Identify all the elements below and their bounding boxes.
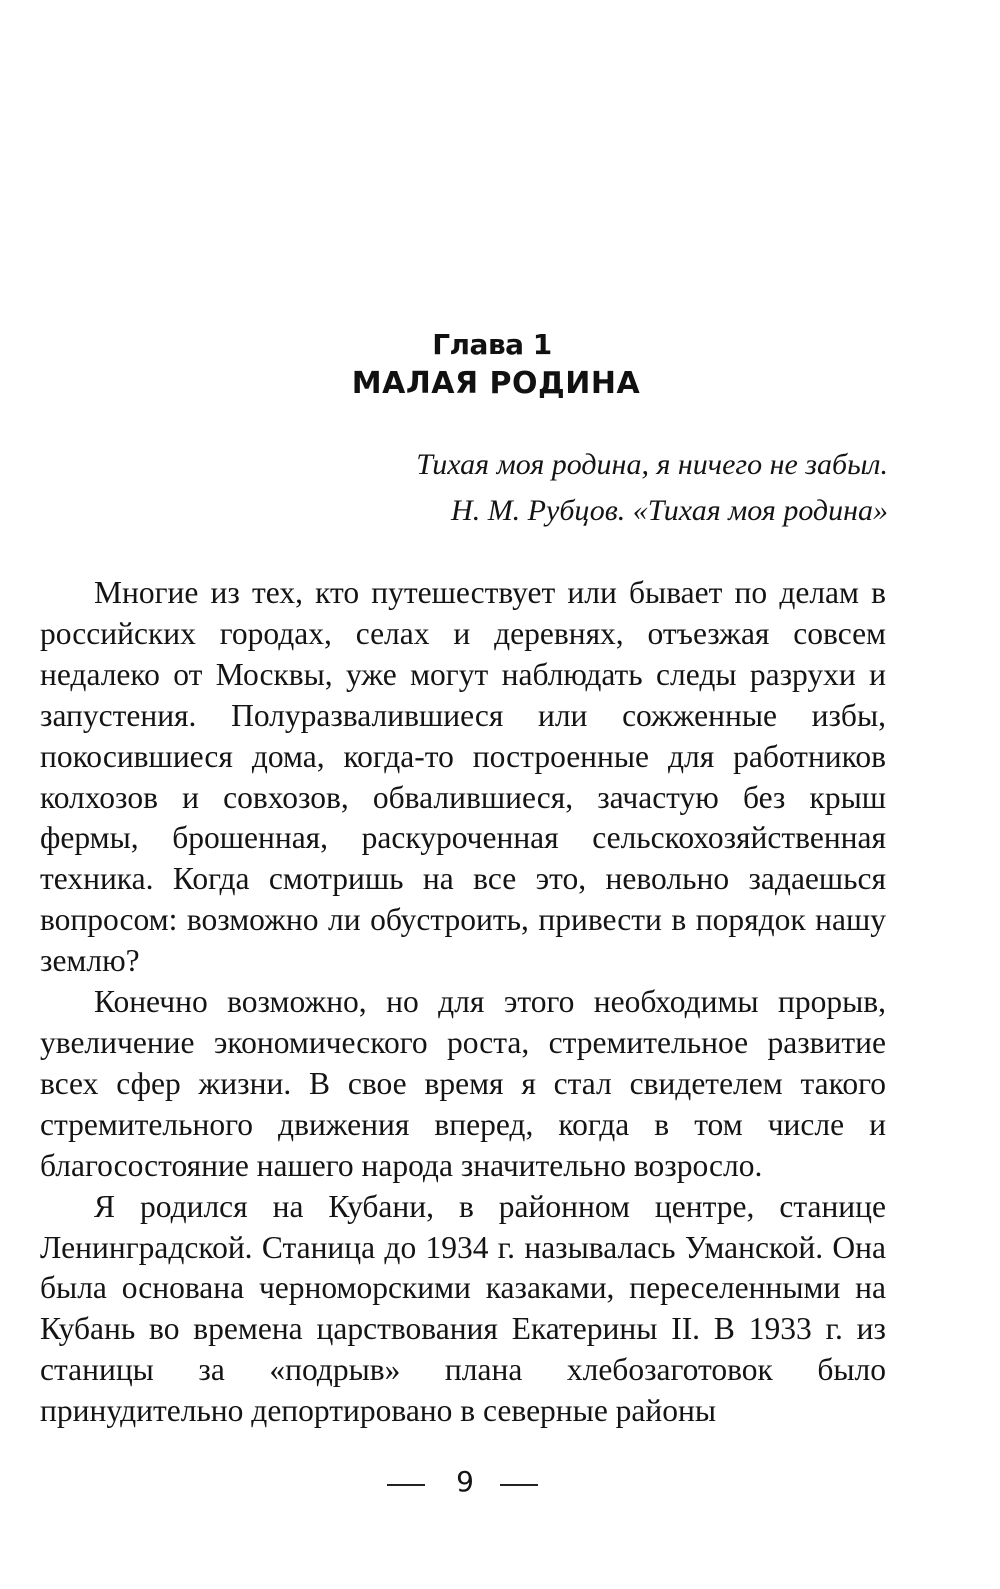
paragraph-3: Я родился на Кубани, в районном центре, станице Ленинградской. Станица до 1934 г. называлась Уманской. Она была основана черноморскими казаками, переселенными на Кубань во времена царствования Екатерины II. В 1933 г. из станицы за «подрыв» плана хлебозаготовок было принудительно депортировано в северные районы [40,1188,886,1429]
body-text [40,573,886,1432]
epigraph-attribution: Н. М. Рубцов. «Тихая моя родина» [451,494,888,527]
page-number: 9 [456,1465,474,1498]
footer-dash-right [500,1484,538,1486]
footer-dash-left [387,1484,425,1486]
epigraph-quote: Тихая моя родина, я ничего не забыл. [416,448,888,481]
paragraph-1: Многие из тех, кто путешествует или бывает по делам в российских городах, селах и деревнях, отъезжая совсем недалеко от Москвы, уже могут наблюдать следы разрухи и запустения. Полуразвалившиеся или сожженные избы, покосившиеся дома, когда-то построенные для работников колхозов и совхозов, обвалившиеся, зачастую без крыш фермы, брошенная, раскуроченная сельскохозяйственная техника. Когда смотришь на все это, невольно задаешься вопросом: возможно ли обустроить, привести в порядок нашу землю? [40,575,886,979]
chapter-title: МАЛАЯ РОДИНА [351,366,641,401]
page-footer [0,1462,1000,1502]
paragraph-2: Конечно возможно, но для этого необходимы прорыв, увеличение экономического роста, стремительное развитие всех сфер жизни. В свое время я стал свидетелем такого стремительного движения вперед, когда в том числе и благосостояние нашего народа значительно возросло. [40,984,886,1183]
chapter-label: Глава 1 [432,328,552,361]
